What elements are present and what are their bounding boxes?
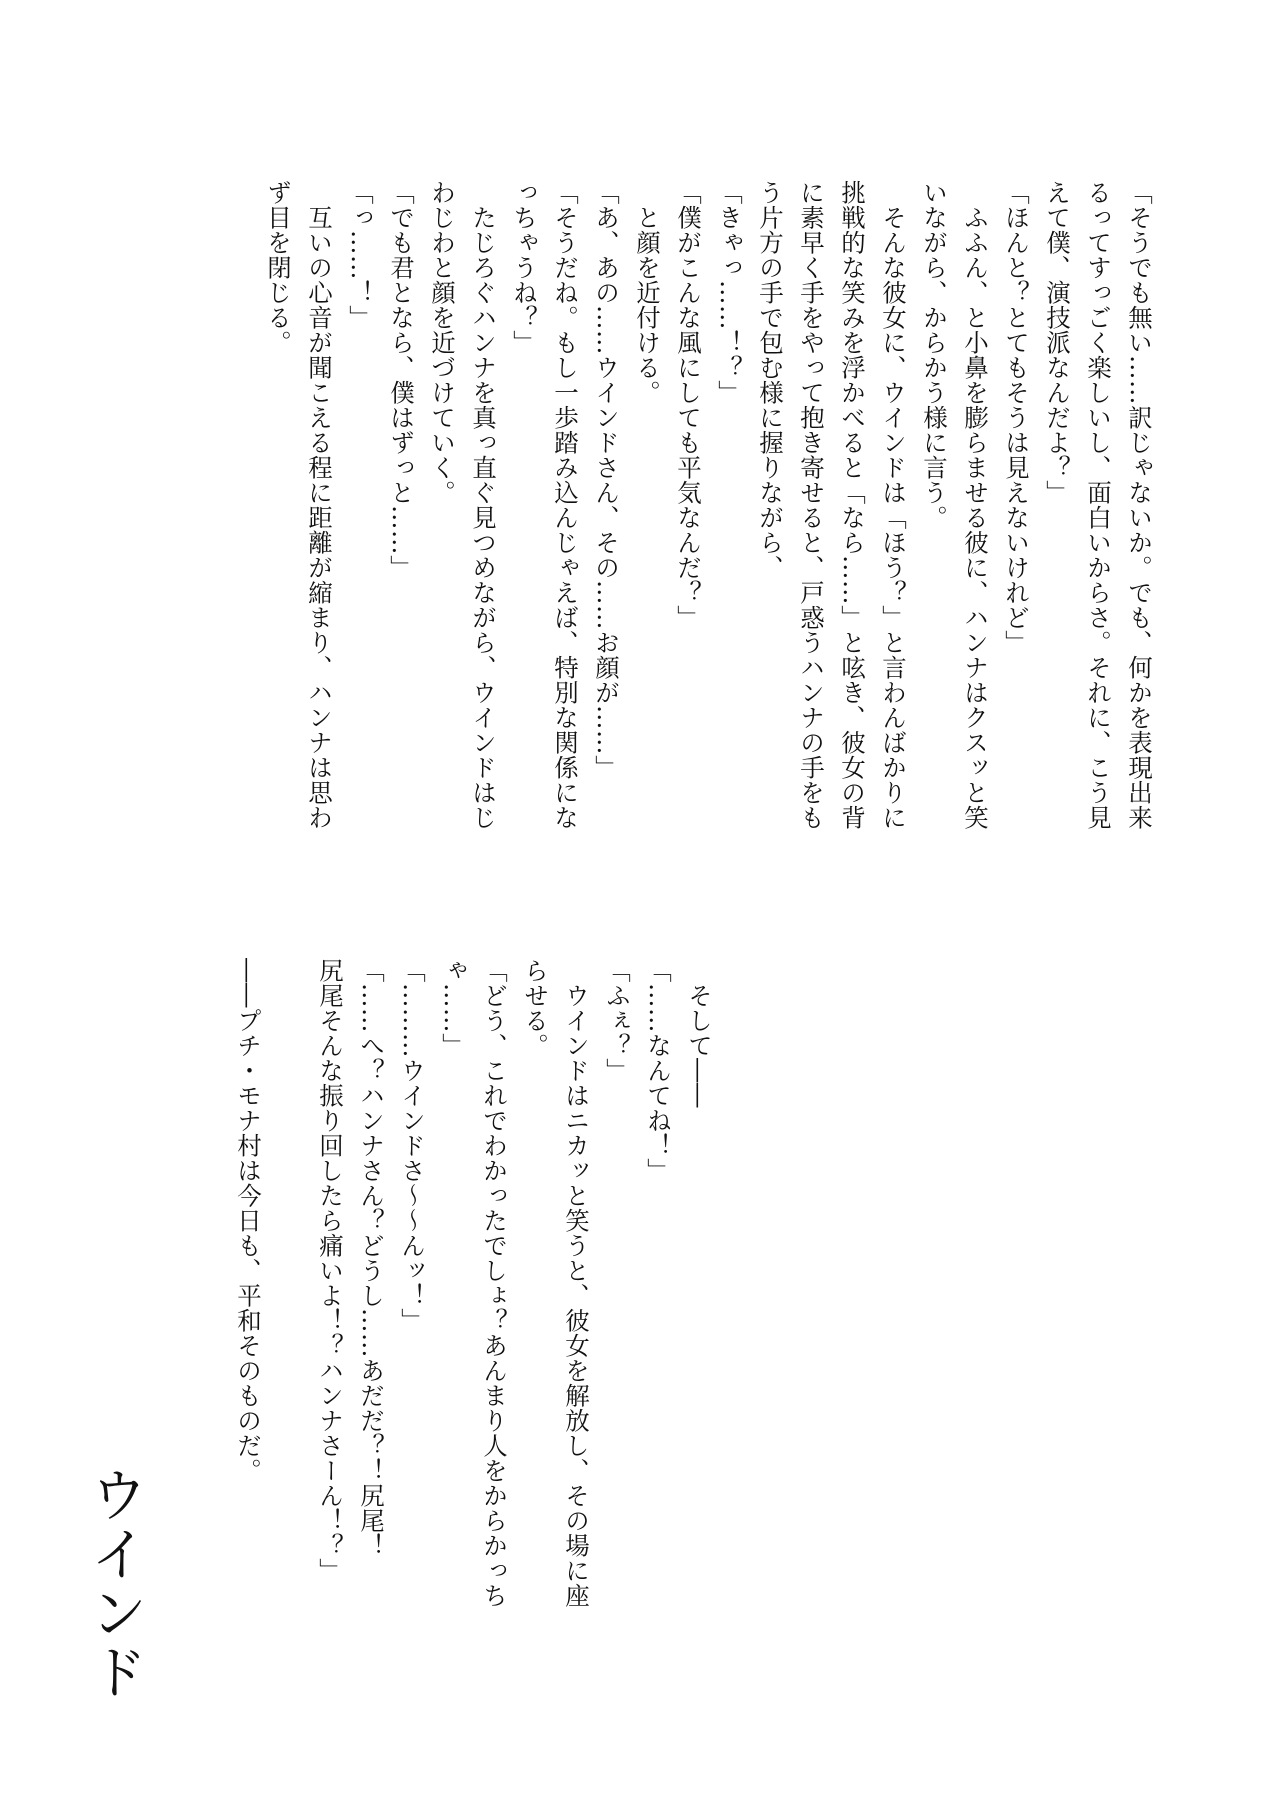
text-line: う片方の手で包む様に握りながら、 (756, 180, 785, 580)
text-line: いながら、からかう様に言う。 (920, 180, 949, 530)
text-line: 「僕がこんな風にしても平気なんだ？」 (674, 180, 703, 630)
text-line: 「っ……！」 (346, 180, 375, 330)
text-line: ゃ……」 (439, 958, 468, 1058)
text-line: 「……なんてね！」 (644, 958, 673, 1183)
text-line: 「あ、あの……ウインドさん、その……お顔が……」 (592, 180, 621, 780)
blank-line (269, 958, 310, 1478)
text-line: そんな彼女に、ウインドは「ほう？」と言わんばかりに (879, 180, 908, 830)
text-line: 「………ウインドさ～～んッ！」 (398, 958, 427, 1333)
text-line: 挑戦的な笑みを浮かべると「なら……」と呟き、彼女の背 (838, 180, 867, 830)
text-line: 「ほんと？とてもそうは見えないけれど」 (1002, 180, 1031, 655)
story-text-bottom (228, 958, 720, 1608)
text-line: 「そうでも無い……訳じゃないか。でも、何かを表現出来 (1125, 180, 1154, 830)
text-line: 「ふぇ？」 (603, 958, 632, 1083)
text-line: ふふん、と小鼻を膨らませる彼に、ハンナはクスッと笑 (961, 180, 990, 830)
story-text-top (258, 180, 1160, 880)
text-line: 「そうだね。もし一歩踏み込んじゃえば、特別な関係にな (551, 180, 580, 830)
text-line: らせる。 (521, 958, 550, 1058)
text-line: たじろぐハンナを真っ直ぐ見つめながら、ウインドはじ (469, 180, 498, 830)
text-line: そして―― (685, 958, 714, 1108)
text-line: 互いの心音が聞こえる程に距離が縮まり、ハンナは思わ (305, 180, 334, 830)
author-signature: ウインド (80, 1465, 148, 1701)
text-line: 尻尾そんな振り回したら痛いよ！？ハンナさーん！？」 (316, 958, 345, 1583)
text-line: えて僕、演技派なんだよ？」 (1043, 180, 1072, 505)
text-line: 「……へ？ハンナさん？どうし……あだだ？！尻尾！ (357, 958, 386, 1558)
text-line: ず目を閉じる。 (264, 180, 293, 355)
text-line: るってすっごく楽しいし、面白いからさ。それに、こう見 (1084, 180, 1113, 830)
text-line: わじわと顔を近づけていく。 (428, 180, 457, 505)
text-line: と顔を近付ける。 (633, 180, 662, 405)
closing-line: ――プチ・モナ村は今日も、平和そのものだ。 (234, 958, 263, 1483)
text-line: っちゃうね？」 (510, 180, 539, 355)
text-line: 「でも君となら、僕はずっと……」 (387, 180, 416, 580)
text-line: 「どう、これでわかったでしょ？あんまり人をからかっち (480, 958, 509, 1608)
text-line: 「きゃっ……！？」 (715, 180, 744, 405)
text-line: に素早く手をやって抱き寄せると、戸惑うハンナの手をも (797, 180, 826, 830)
text-line: ウインドはニカッと笑うと、彼女を解放し、その場に座 (562, 958, 591, 1608)
